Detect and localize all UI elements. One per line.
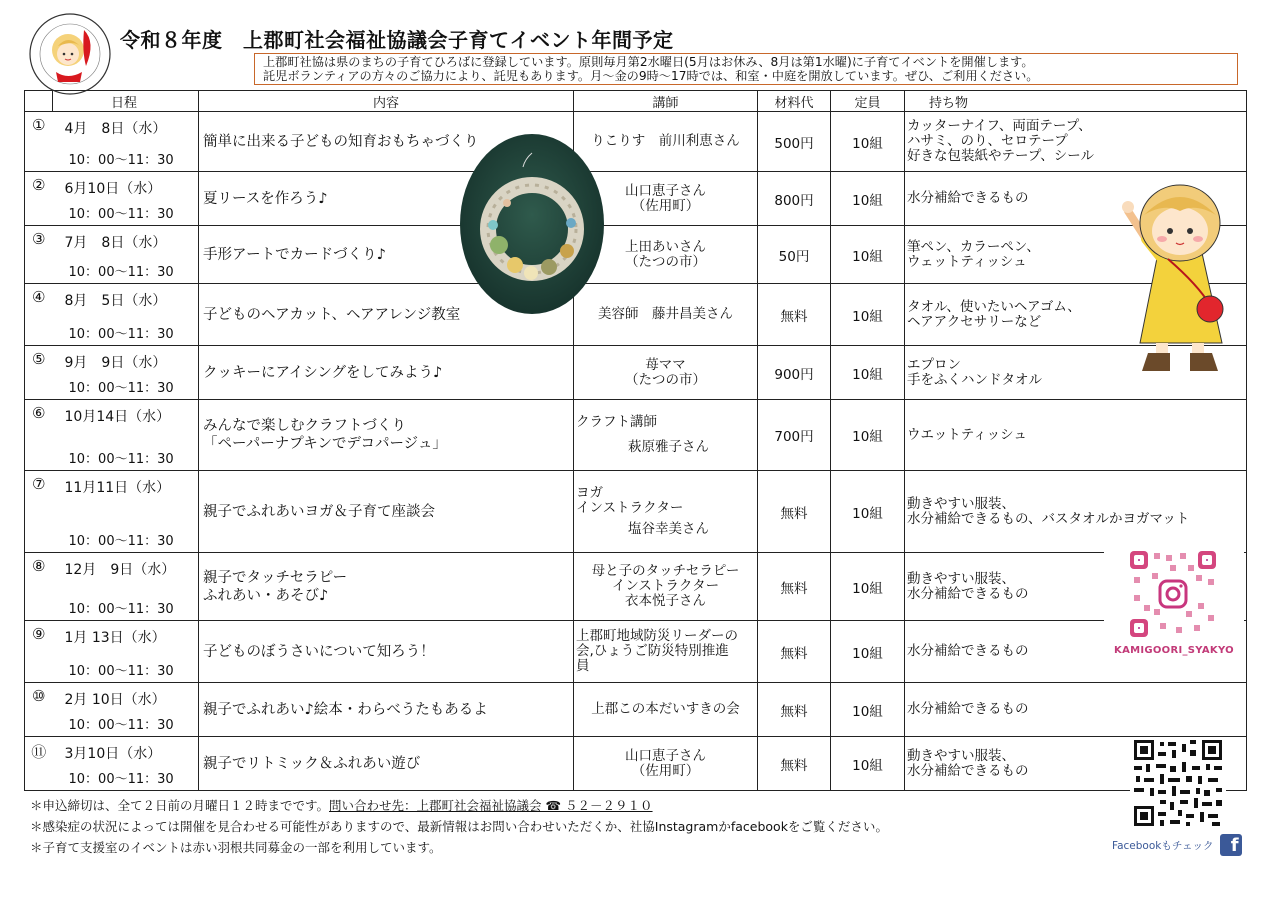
table-row: [25, 226, 1247, 284]
event-date-cell: [53, 621, 199, 683]
event-teacher: [574, 471, 758, 553]
event-content: 親子でふれあいヨガ＆子育て座談会: [199, 471, 574, 553]
table-row: [25, 172, 1247, 226]
event-time: 10：00～11：30: [68, 772, 174, 787]
event-time: 10：00～11：30: [68, 381, 174, 396]
event-content: 親子でリトミック＆ふれあい遊び: [199, 737, 574, 791]
event-number: ②: [25, 172, 53, 226]
event-date: 2月 10日（水）: [64, 692, 166, 708]
event-number: ⑩: [25, 683, 53, 737]
event-number: ⑤: [25, 346, 53, 400]
event-cost: 700円: [758, 400, 831, 471]
event-content: 親子でタッチセラピー ふれあい・あそび♪: [199, 553, 574, 621]
event-date-cell: [53, 284, 199, 346]
footer-deadline: [30, 796, 653, 814]
event-time: 10：00～11：30: [68, 664, 174, 679]
table-row: [25, 346, 1247, 400]
event-teacher: 山口恵子さん （佐用町）: [574, 172, 758, 226]
event-date: 10月14日（水）: [64, 409, 171, 425]
event-content: 親子でふれあい♪絵本・わらべうたもあるよ: [199, 683, 574, 737]
event-time: 10：00～11：30: [68, 327, 174, 342]
event-teacher: 山口恵子さん （佐用町）: [574, 737, 758, 791]
girl-illustration: [1118, 175, 1246, 375]
table-row: [25, 621, 1247, 683]
shakyo-logo-icon: [28, 12, 112, 96]
footer-infection-note: ＊感染症の状況によっては開催を見合わせる可能性がありますので、最新情報はお問い合わせいただくか、社協Instagramかfacebookをご覧ください。: [30, 819, 888, 834]
event-capacity: 10組: [831, 112, 905, 172]
event-capacity: 10組: [831, 621, 905, 683]
event-capacity: 10組: [831, 737, 905, 791]
event-teacher: 上田あいさん （たつの市）: [574, 226, 758, 284]
table-row: [25, 400, 1247, 471]
event-date-cell: [53, 112, 199, 172]
event-cost: 無料: [758, 284, 831, 346]
event-date: 3月10日（水）: [64, 746, 162, 762]
event-teacher-name: 萩原雅子さん: [628, 439, 709, 455]
event-items: ウエットティッシュ: [905, 400, 1247, 471]
event-date-cell: [53, 737, 199, 791]
event-capacity: 10組: [831, 284, 905, 346]
event-cost: 無料: [758, 683, 831, 737]
event-items: エプロン 手をふくハンドタオル: [905, 346, 1247, 400]
event-date: 4月 8日（水）: [64, 121, 167, 137]
event-capacity: 10組: [831, 471, 905, 553]
event-teacher: 母と子のタッチセラピー インストラクター 衣本悦子さん: [574, 553, 758, 621]
event-cost: 900円: [758, 346, 831, 400]
event-teacher-name: 塩谷幸美さん: [628, 521, 709, 537]
event-content: みんなで楽しむクラフトづくり 「ペーパーナプキンでデコパージュ」: [199, 400, 574, 471]
instagram-handle: KAMIGOORI_SYAKYO: [1114, 645, 1234, 656]
event-teacher: 苺ママ （たつの市）: [574, 346, 758, 400]
event-time: 10：00～11：30: [68, 718, 174, 733]
event-number: ⑦: [25, 471, 53, 553]
event-date: 8月 5日（水）: [64, 293, 167, 309]
event-date-cell: [53, 683, 199, 737]
event-items: タオル、使いたいヘアゴム、 ヘアアクセサリーなど: [905, 284, 1247, 346]
event-date-cell: [53, 471, 199, 553]
event-time: 10：00～11：30: [68, 602, 174, 617]
facebook-link[interactable]: [1112, 834, 1242, 856]
notice-box: [254, 53, 1238, 85]
event-date-cell: [53, 172, 199, 226]
footer-funding-note: ＊子育て支援室のイベントは赤い羽根共同募金の一部を利用しています。: [30, 840, 442, 855]
facebook-icon: f: [1220, 834, 1242, 856]
page-title: 令和８年度 上郡町社会福祉協議会子育てイベント年間予定: [120, 28, 674, 52]
event-items: 動きやすい服装、 水分補給できるもの: [905, 737, 1247, 791]
event-capacity: 10組: [831, 683, 905, 737]
event-date: 12月 9日（水）: [64, 562, 176, 578]
table-row: [25, 553, 1247, 621]
instagram-qr[interactable]: [1104, 545, 1244, 663]
wreath-photo: [459, 133, 605, 315]
table-row: [25, 471, 1247, 553]
event-cost: 無料: [758, 471, 831, 553]
event-items: 水分補給できるもの: [905, 172, 1247, 226]
table-row: [25, 737, 1247, 791]
event-content: 子どものぼうさいについて知ろう！: [199, 621, 574, 683]
schedule-table: [24, 90, 1247, 791]
event-time: 10：00～11：30: [68, 452, 174, 467]
event-time: 10：00～11：30: [68, 265, 174, 280]
event-capacity: 10組: [831, 400, 905, 471]
event-items: 水分補給できるもの: [905, 621, 1247, 683]
event-content: 手形アートでカードづくり♪: [199, 226, 574, 284]
table-row: [25, 112, 1247, 172]
event-items: 動きやすい服装、 水分補給できるもの、バスタオルかヨガマット: [905, 471, 1247, 553]
event-date-cell: [53, 553, 199, 621]
event-cost: 500円: [758, 112, 831, 172]
event-number: ①: [25, 112, 53, 172]
event-capacity: 10組: [831, 346, 905, 400]
event-number: ⑨: [25, 621, 53, 683]
header-number: [25, 91, 53, 112]
event-items: カッターナイフ、両面テープ、 ハサミ、のり、セロテープ 好きな包装紙やテープ、シール: [905, 112, 1247, 172]
event-date-cell: [53, 226, 199, 284]
event-date-cell: [53, 346, 199, 400]
event-cost: 50円: [758, 226, 831, 284]
event-number: ⑪: [25, 737, 53, 791]
event-capacity: 10組: [831, 553, 905, 621]
event-cost: 無料: [758, 621, 831, 683]
event-time: 10：00～11：30: [68, 207, 174, 222]
event-date: 7月 8日（水）: [64, 235, 167, 251]
event-teacher-title: クラフト講師: [576, 414, 657, 430]
event-number: ④: [25, 284, 53, 346]
header-teacher: 講師: [574, 91, 758, 112]
event-number: ⑧: [25, 553, 53, 621]
header-content: 内容: [199, 91, 574, 112]
event-date: 9月 9日（水）: [64, 355, 167, 371]
event-teacher: [574, 400, 758, 471]
event-cost: 無料: [758, 737, 831, 791]
facebook-label: Facebookもチェック: [1112, 839, 1214, 852]
notice-line-1: 上郡町社協は県のまちの子育てひろばに登録しています。原則毎月第2水曜日(5月はお休み、8月は第1水曜)に子育てイベントを開催します。: [263, 55, 1034, 69]
event-teacher-title: ヨガ インストラクター: [576, 485, 684, 516]
event-date-cell: [53, 400, 199, 471]
notice-line-2: 託児ボランティアの方々のご協力により、託児もあります。月～金の9時～17時では、和室・中庭を開放しています。ぜひ、ご利用ください。: [263, 69, 1039, 83]
event-teacher: 美容師 藤井昌美さん: [574, 284, 758, 346]
event-date: 1月 13日（水）: [64, 630, 166, 646]
event-items: 水分補給できるもの: [905, 683, 1247, 737]
table-row: [25, 683, 1247, 737]
header-cost: 材料代: [758, 91, 831, 112]
event-teacher: 上郡町地域防災リーダーの 会,ひょうご防災特別推進 員: [574, 621, 758, 683]
event-date: 11月11日（水）: [64, 480, 171, 496]
event-time: 10：00～11：30: [68, 153, 174, 168]
event-capacity: 10組: [831, 172, 905, 226]
header-items: 持ち物: [905, 91, 1247, 112]
event-items: 筆ペン、カラーペン、 ウェットティッシュ: [905, 226, 1247, 284]
event-items: 動きやすい服装、 水分補給できるもの: [905, 553, 1247, 621]
header-capacity: 定員: [831, 91, 905, 112]
contact-link[interactable]: 問い合わせ先：上郡町社会福祉協議会 ☎ ５２－２９１０: [329, 798, 653, 813]
event-content: 夏リースを作ろう♪: [199, 172, 574, 226]
event-date: 6月10日（水）: [64, 181, 162, 197]
event-teacher: りこりす 前川利恵さん: [574, 112, 758, 172]
table-row: [25, 284, 1247, 346]
event-cost: 無料: [758, 553, 831, 621]
event-teacher: 上郡この本だいすきの会: [574, 683, 758, 737]
instagram-qr-code-icon: [1104, 545, 1244, 645]
table-header-row: [25, 91, 1247, 112]
event-time: 10：00～11：30: [68, 534, 174, 549]
facebook-qr-code-icon[interactable]: [1130, 738, 1226, 828]
event-content: クッキーにアイシングをしてみよう♪: [199, 346, 574, 400]
header-date: 日程: [53, 91, 199, 112]
event-number: ③: [25, 226, 53, 284]
event-content: 簡単に出来る子どもの知育おもちゃづくり: [199, 112, 574, 172]
event-number: ⑥: [25, 400, 53, 471]
footer-deadline-text: ＊申込締切は、全て２日前の月曜日１２時までです。: [30, 798, 330, 813]
event-cost: 800円: [758, 172, 831, 226]
event-content: 子どものヘアカット、ヘアアレンジ教室: [199, 284, 574, 346]
event-capacity: 10組: [831, 226, 905, 284]
